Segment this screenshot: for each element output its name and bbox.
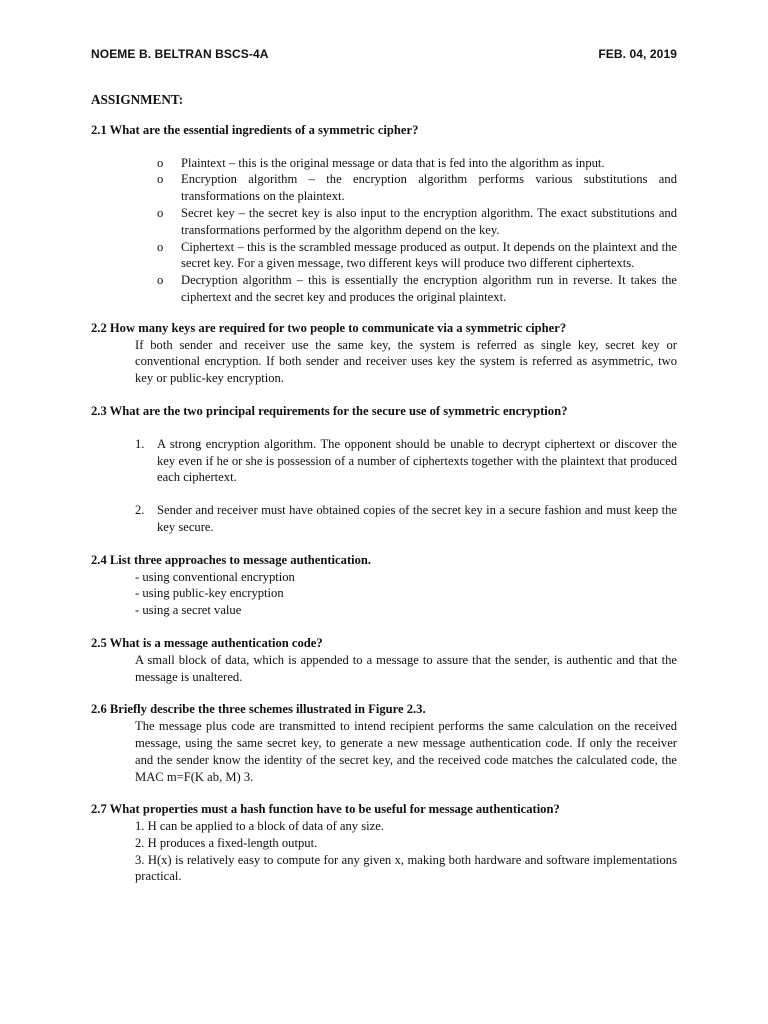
answer-2-1-list [91,155,677,306]
list-item-text: Encryption algorithm – the encryption algorithm performs various substitutions and transformations on the plaintext. [181,172,677,204]
list-item-text: A strong encryption algorithm. The opponent should be unable to decrypt ciphertext or discover the key even if he or she is possession of a number of ciphertexts together with the plaintext that produced each ciphertext. [157,436,677,485]
question-2-6: 2.6 Briefly describe the three schemes illustrated in Figure 2.3. [91,702,426,717]
page-header [91,47,677,61]
answer-2-3-list [91,436,677,536]
question-2-7: 2.7 What properties must a hash function have to be useful for message authentication? [91,802,560,817]
list-item [91,502,677,536]
item-number: 1. [135,436,145,451]
approach-line: - using public-key encryption [135,586,284,601]
bullet-marker: o [157,273,164,288]
approach-line: - using a secret value [135,603,242,618]
list-item-text: Ciphertext – this is the scrambled message produced as output. It depends on the plaintext and the secret key. For a given message, two different keys will produce two different ciphertexts. [181,239,677,271]
question-2-2: 2.2 How many keys are required for two people to communicate via a symmetric cipher? [91,320,567,335]
question-2-4: 2.4 List three approaches to message authentication. [91,552,372,567]
list-item-text: Plaintext – this is the original message or data that is fed into the algorithm as input. [181,155,605,170]
item-number: 2. [135,503,145,518]
bullet-marker: o [157,155,164,170]
approach-line: - using conventional encryption [135,569,295,584]
list-item-text: Decryption algorithm – this is essentially the encryption algorithm run in reverse. It takes the ciphertext and the secret key and produces the original plaintext. [181,273,677,304]
list-item-text: Secret key – the secret key is also input to the encryption algorithm. The exact substitutions and transformations performed by the algorithm depend on the key. [181,205,677,237]
date-line: FEB. 04, 2019 [598,47,677,61]
question-2-3: 2.3 What are the two principal requirements for the secure use of symmetric encryption? [91,403,568,418]
list-item [91,239,677,273]
author-line: NOEME B. BELTRAN BSCS-4A [91,47,269,61]
property-line: 3. H(x) is relatively easy to compute for any given x, making both hardware and software implementations practical. [135,852,677,884]
question-2-1: 2.1 What are the essential ingredients of a symmetric cipher? [91,122,419,137]
bullet-marker: o [157,239,164,254]
answer-2-5: A small block of data, which is appended to a message to assure that the sender, is authentic and that the message is unaltered. [135,652,677,684]
property-line: 2. H produces a fixed-length output. [135,835,318,850]
answer-2-4 [91,569,677,619]
question-2-5: 2.5 What is a message authentication code? [91,635,323,650]
answer-2-6: The message plus code are transmitted to intend recipient performs the same calculation on the received message, using the same secret key, to generate a new message authentication code. If only the receiver and the sender know the identity of the secret key, and the received code matches the calculated code, the MAC m=F(K ab, M) 3. [135,719,677,784]
list-item-text: Sender and receiver must have obtained copies of the secret key in a secure fashion and must keep the key secure. [157,503,677,534]
bullet-marker: o [157,205,164,220]
answer-2-7 [91,818,677,885]
bullet-marker: o [157,172,164,187]
list-item [91,171,677,205]
list-item [91,436,677,486]
list-item [91,155,677,172]
property-line: 1. H can be applied to a block of data of any size. [135,819,384,834]
list-item [91,205,677,239]
answer-2-2: If both sender and receiver use the same key, the system is referred as single key, secret key or conventional encryption. If both sender and receiver uses key the system is referred as asymmetric, two key or public-key encryption. [135,337,677,386]
list-item [91,272,677,306]
document-body [91,92,677,885]
assignment-title: ASSIGNMENT: [91,92,184,107]
